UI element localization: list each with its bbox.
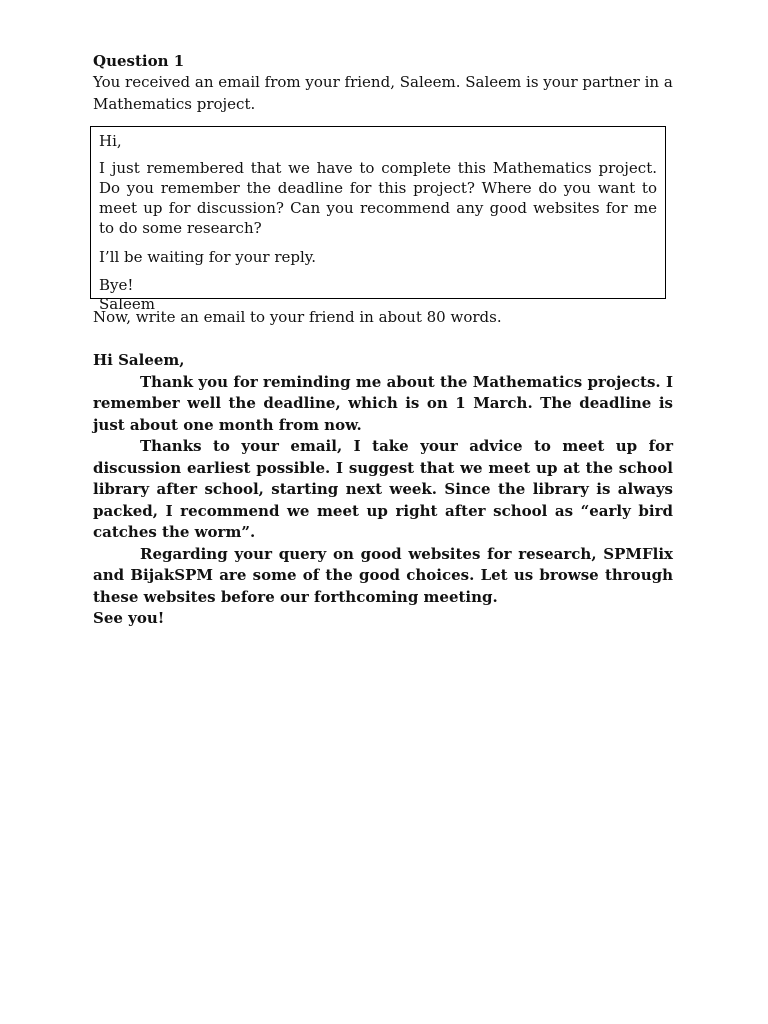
- received-email-box: [90, 126, 666, 313]
- answer-closing: See you!: [93, 609, 165, 627]
- question-intro: You received an email from your friend, Saleem. Saleem is your partner in a Mathematics project.: [93, 73, 673, 113]
- answer-greeting: Hi Saleem,: [93, 351, 185, 369]
- answer-paragraph-2: Thanks to your email, I take your advice to meet up for discussion earliest possible. I suggest that we meet up at the school library after school, starting next week. Since the library is always packed, I recommend we meet up right after school as “early bird catches the worm”.: [93, 437, 673, 541]
- answer-email: [93, 350, 673, 630]
- answer-paragraph-1: Thank you for reminding me about the Mathematics projects. I remember well the deadline, which is on 1 March. The deadline is just about one month from now.: [93, 372, 673, 434]
- document-page: [93, 52, 676, 627]
- email-body: I just remembered that we have to complete this Mathematics project. Do you remember the deadline for this project? Where do you want to meet up for discussion? Can you recommend any good websites for me to do some research?: [99, 159, 657, 237]
- writing-instruction: Now, write an email to your friend in about 80 words.: [93, 308, 502, 326]
- email-greeting: Hi,: [99, 132, 122, 150]
- email-sender: Saleem: [99, 295, 155, 313]
- answer-paragraph-3: Regarding your query on good websites for research, SPMFlix and BijakSPM are some of the good choices. Let us browse through these websites before our forthcoming meeting.: [93, 544, 673, 606]
- question-title: Question 1: [93, 52, 185, 70]
- email-waiting-line: I’ll be waiting for your reply.: [99, 248, 317, 266]
- email-bye: Bye!: [99, 276, 134, 294]
